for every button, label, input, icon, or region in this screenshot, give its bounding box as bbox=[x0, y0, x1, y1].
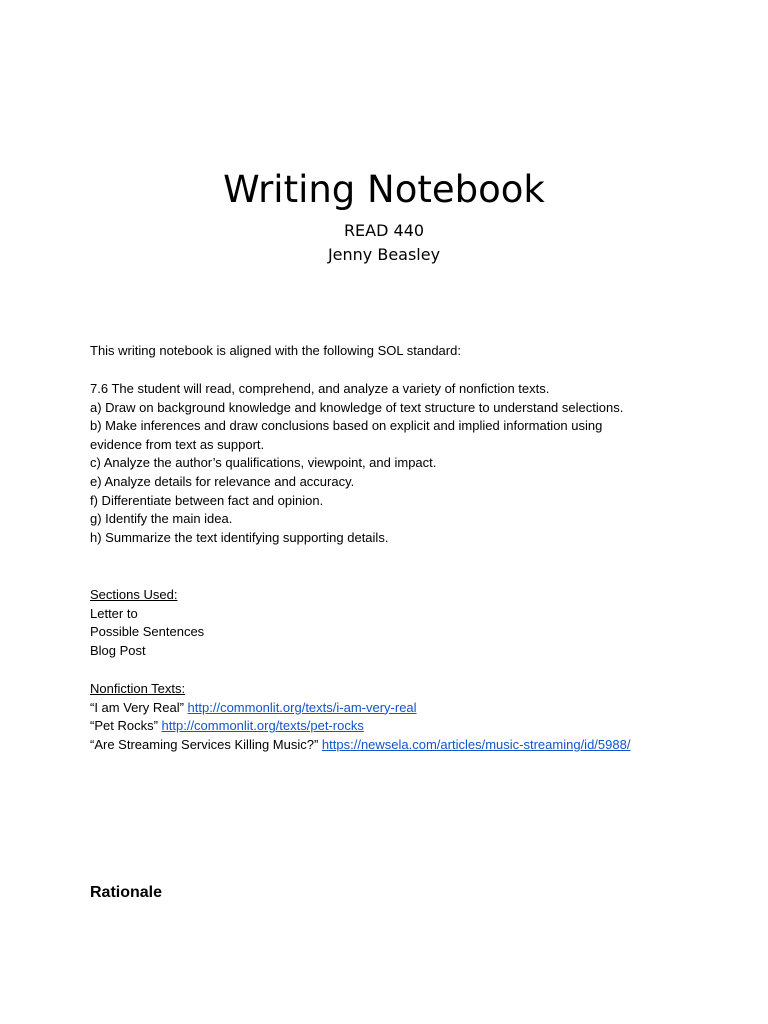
standard-line: h) Summarize the text identifying supporting details. bbox=[90, 529, 389, 545]
text-title: “Are Streaming Services Killing Music?” bbox=[90, 736, 319, 752]
rationale-heading: Rationale bbox=[90, 884, 163, 901]
standard-line: f) Differentiate between fact and opinion. bbox=[90, 492, 324, 508]
sections-used bbox=[90, 586, 690, 660]
standard-line: e) Analyze details for relevance and accuracy. bbox=[90, 473, 355, 489]
section-item: Possible Sentences bbox=[90, 624, 205, 640]
standard-line: b) Make inferences and draw conclusions based on explicit and implied information using bbox=[90, 418, 603, 434]
text-link[interactable]: https://newsela.com/articles/music-streaming/id/5988/ bbox=[321, 736, 631, 752]
intro-paragraph bbox=[90, 342, 690, 361]
nonfiction-texts bbox=[90, 680, 690, 754]
section-item: Blog Post bbox=[90, 642, 146, 658]
sections-heading: Sections Used: bbox=[90, 587, 178, 602]
standard-line: evidence from text as support. bbox=[90, 436, 265, 452]
text-link[interactable]: http://commonlit.org/texts/i-am-very-real bbox=[187, 699, 417, 715]
text-item bbox=[90, 717, 690, 736]
intro-text: This writing notebook is aligned with the following SOL standard: bbox=[90, 343, 461, 358]
text-item bbox=[90, 736, 690, 755]
standard-line: c) Analyze the author’s qualifications, viewpoint, and impact. bbox=[90, 455, 437, 471]
document-title: Writing Notebook bbox=[223, 168, 545, 211]
sol-standard bbox=[90, 380, 690, 547]
standard-line: 7.6 The student will read, comprehend, and analyze a variety of nonfiction texts. bbox=[90, 381, 550, 396]
text-link[interactable]: http://commonlit.org/texts/pet-rocks bbox=[161, 718, 364, 734]
text-title: “Pet Rocks” bbox=[90, 718, 158, 734]
author-name: Jenny Beasley bbox=[327, 245, 441, 264]
texts-heading: Nonfiction Texts: bbox=[90, 681, 186, 696]
standard-line: g) Identify the main idea. bbox=[90, 511, 233, 527]
course-code: READ 440 bbox=[343, 221, 425, 240]
text-item bbox=[90, 699, 690, 718]
standard-line: a) Draw on background knowledge and knowledge of text structure to understand selections. bbox=[90, 399, 624, 415]
section-item: Letter to bbox=[90, 605, 138, 621]
text-title: “I am Very Real” bbox=[90, 699, 184, 715]
